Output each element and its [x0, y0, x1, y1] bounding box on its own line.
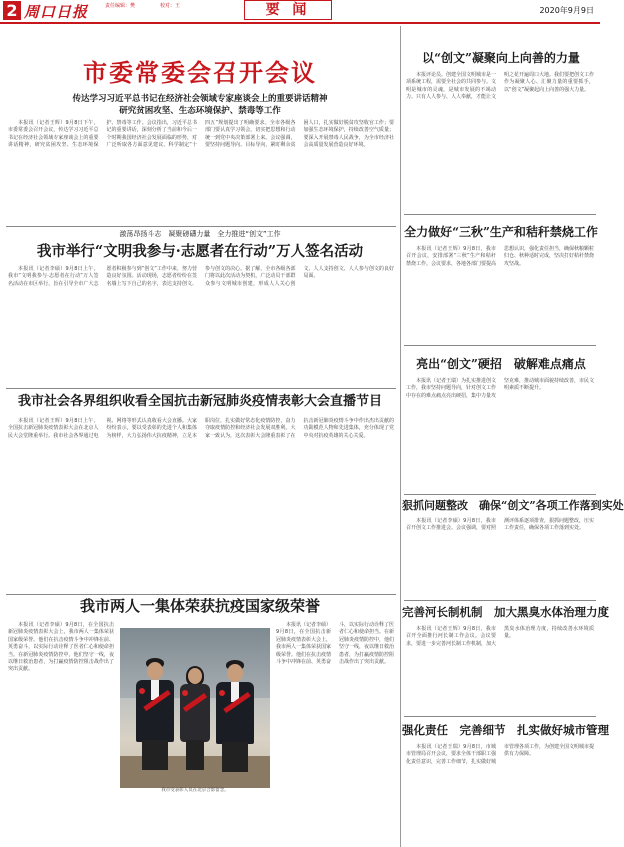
section-name: 要 闻	[265, 2, 311, 18]
main-subhead-2: 研究贫困攻坚、生态环境保护、禁毒等工作	[119, 106, 281, 116]
r6-article-body	[406, 744, 594, 844]
r5-headline: 完善河长制机制 加大黑臭水体治理力度	[402, 605, 609, 619]
r2-headline: 全力做好“三秋”生产和秸秆禁烧工作	[404, 225, 598, 239]
divider	[404, 494, 596, 495]
r1-headline: 以“创文”凝聚向上向善的力量	[422, 51, 580, 65]
r4-headline: 狠抓问题整改 确保“创文”各项工作落到实处	[402, 499, 624, 512]
r1-article-body	[406, 72, 594, 210]
main-subhead-1: 传达学习习近平总书记在经济社会领域专家座谈会上的重要讲话精神	[72, 94, 328, 104]
r5-article-body	[406, 626, 594, 712]
r1-article-text: 本报评论员。创建全国文明城市是一项系统工程，需要全社会的共同参与。文明是城市的灵魂，是城市发展的不竭动力。只有人人参与、人人奉献，才能让文明之花开遍周口大地。我们要把创文工作作为凝聚人心、汇聚力量的重要抓手，以“创文”凝聚起向上向善的强大力量。	[406, 72, 595, 101]
a4-headline: 我市两人一集体荣获抗疫国家级荣誉	[79, 597, 320, 615]
divider	[6, 594, 396, 595]
masthead	[0, 0, 600, 22]
a2-article-text: 本报讯（记者李硕）9月8日上午，我市“文明我参与·志愿者在行动”万人签名活动在市区举行，旨在引导全市广大志愿者积极参与到“创文”工作中来，努力营造良好氛围。活动现场，志愿者纷纷在签名墙上写下自己的名字，表达支持创文、参与创文的决心。据了解，全市各级各部门将以此次活动为契机，广泛动员干部群众参与文明城市创建，形成人人关心创文、人人支持创文、人人参与创文的良好局面。	[8, 266, 394, 287]
r3-article-body	[406, 378, 594, 490]
r6-article-text: 本报讯（记者王瑞）9月8日，市城市管理局召开会议，要求全体干部职工强化责任意识，完善工作细节，扎实做好城市管理各项工作，为创建全国文明城市提供有力保障。	[406, 744, 595, 765]
a4-article-body-right	[276, 622, 394, 844]
a3-headline: 我市社会各界组织收看全国抗击新冠肺炎疫情表彰大会直播节目	[17, 394, 382, 409]
divider	[404, 214, 596, 215]
a4-article-text: 本报讯（记者李硕）9月8日，在全国抗击新冠肺炎疫情表彰大会上，我市两人一集体荣获国家级荣誉。他们在抗击疫情斗争中冲锋在前、英勇奋斗，以实际行动诠释了医者仁心和使命担当。在新冠肺炎疫情防控中，他们坚守一线，夜以继日救治患者，为打赢疫情防控阻击战作出了突出贡献。	[8, 622, 114, 673]
r3-headline: 亮出“创文”硬招 破解难点痛点	[416, 357, 586, 371]
proofreader-line: 校对：王	[160, 3, 181, 9]
a3-article-body	[8, 418, 394, 590]
award-photo	[120, 628, 270, 788]
r2-article-text: 本报讯（记者王辉）9月8日，我市召开会议，安排部署“三秋”生产和秸秆禁烧工作。会议要求，各地各部门要提高思想认识，强化责任担当，确保秋粮颗粒归仓、秋种适时完成，坚决打好秸秆禁烧攻坚战。	[406, 246, 595, 267]
page-number: 2	[3, 1, 21, 20]
column-divider	[400, 26, 401, 847]
main-headline: 市委常委会召开会议	[83, 58, 317, 87]
r6-headline: 强化责任 完善细节 扎实做好城市管理	[402, 723, 609, 737]
divider	[6, 226, 396, 227]
divider	[404, 600, 596, 601]
a4-article-body-left	[8, 622, 114, 844]
divider	[404, 716, 596, 717]
r4-article-text: 本报讯（记者李硕）9月8日，我市召开创文工作推进会。会议强调，要对照测评体系逐项排查，狠抓问题整改，压实工作责任，确保各项工作落到实处。	[406, 518, 595, 532]
newspaper-name: 周口日报	[24, 3, 89, 21]
photo-caption: 我市受表彰人员在北京合影留念。	[161, 788, 229, 793]
editor-line: 责任编辑：樊	[105, 3, 136, 9]
a2-article-body	[8, 266, 394, 384]
issue-date: 2020年9月9日	[539, 6, 594, 15]
divider	[6, 388, 396, 389]
section-box	[244, 0, 332, 20]
a3-article-text: 本报讯（记者王辉）9月8日上午，全国抗击新冠肺炎疫情表彰大会在北京人民大会堂隆重举行。我市社会各界通过电视、网络等形式认真收看大会直播。大家纷纷表示，要以受表彰的先进个人和集体为榜样，大力弘扬伟大抗疫精神，立足本职岗位，扎实做好常态化疫情防控，奋力夺取疫情防控和经济社会发展双胜利。大家一致认为，这次表彰大会隆重表彰了在抗击新冠肺炎疫情斗争中作出杰出贡献的功勋模范人物和先进集体，充分体现了党中央对抗疫英雄的关心关爱。	[8, 418, 394, 439]
divider	[404, 345, 596, 346]
header-rule	[0, 22, 600, 24]
main-article-body	[8, 120, 394, 224]
slogan-line: 激荡昂扬斗志 凝聚磅礴力量 全力推进“创文”工作	[119, 230, 281, 238]
r2-article-body	[406, 246, 594, 342]
a4-article-text-continued: 本报讯（记者李硕）9月8日，在全国抗击新冠肺炎疫情表彰大会上，我市两人一集体荣获国家级荣誉。他们在抗击疫情斗争中冲锋在前、英勇奋斗，以实际行动诠释了医者仁心和使命担当。在新冠肺炎疫情防控中，他们坚守一线，夜以继日救治患者，为打赢疫情防控阻击战作出了突出贡献。	[276, 622, 395, 666]
r3-article-text: 本报讯（记者王瑞）为扎实推进创文工作，我市坚持问题导向，针对创文工作中存在的难点痛点亮出硬招，集中力量攻坚克难，推动城市面貌持续改善，市民文明素质不断提升。	[406, 378, 595, 399]
a2-headline: 我市举行“文明我参与·志愿者在行动”万人签名活动	[36, 243, 364, 260]
r5-article-text: 本报讯（记者王辉）9月8日，我市召开全面推行河长制工作会议。会议要求，要进一步完善河长制工作机制，加大黑臭水体治理力度，持续改善水环境质量。	[406, 626, 594, 647]
r4-article-body	[406, 518, 594, 596]
main-article-text: 本报讯（记者王辉）9月8日下午，市委常委会召开会议，传达学习习近平总书记在经济社会领域专家座谈会上的重要讲话精神，研究贫困攻坚、生态环境保护、禁毒等工作。会议指出，习近平总书记的重要讲话，深刻分析了当前和今后一个时期我国经济社会发展面临的形势，对广泛听取各方面意见建议、科学制定“十四五”规划提出了明确要求。全市各级各部门要认真学习领会，切实把思想和行动统一到党中央决策部署上来。会议强调，要坚持问题导向、目标导向，紧盯剩余贫困人口，扎实做好脱贫攻坚收官工作；要加强生态环境保护，持续改善空气质量；要深入开展禁毒人民战争，为全市经济社会高质量发展营造良好环境。	[8, 120, 394, 149]
